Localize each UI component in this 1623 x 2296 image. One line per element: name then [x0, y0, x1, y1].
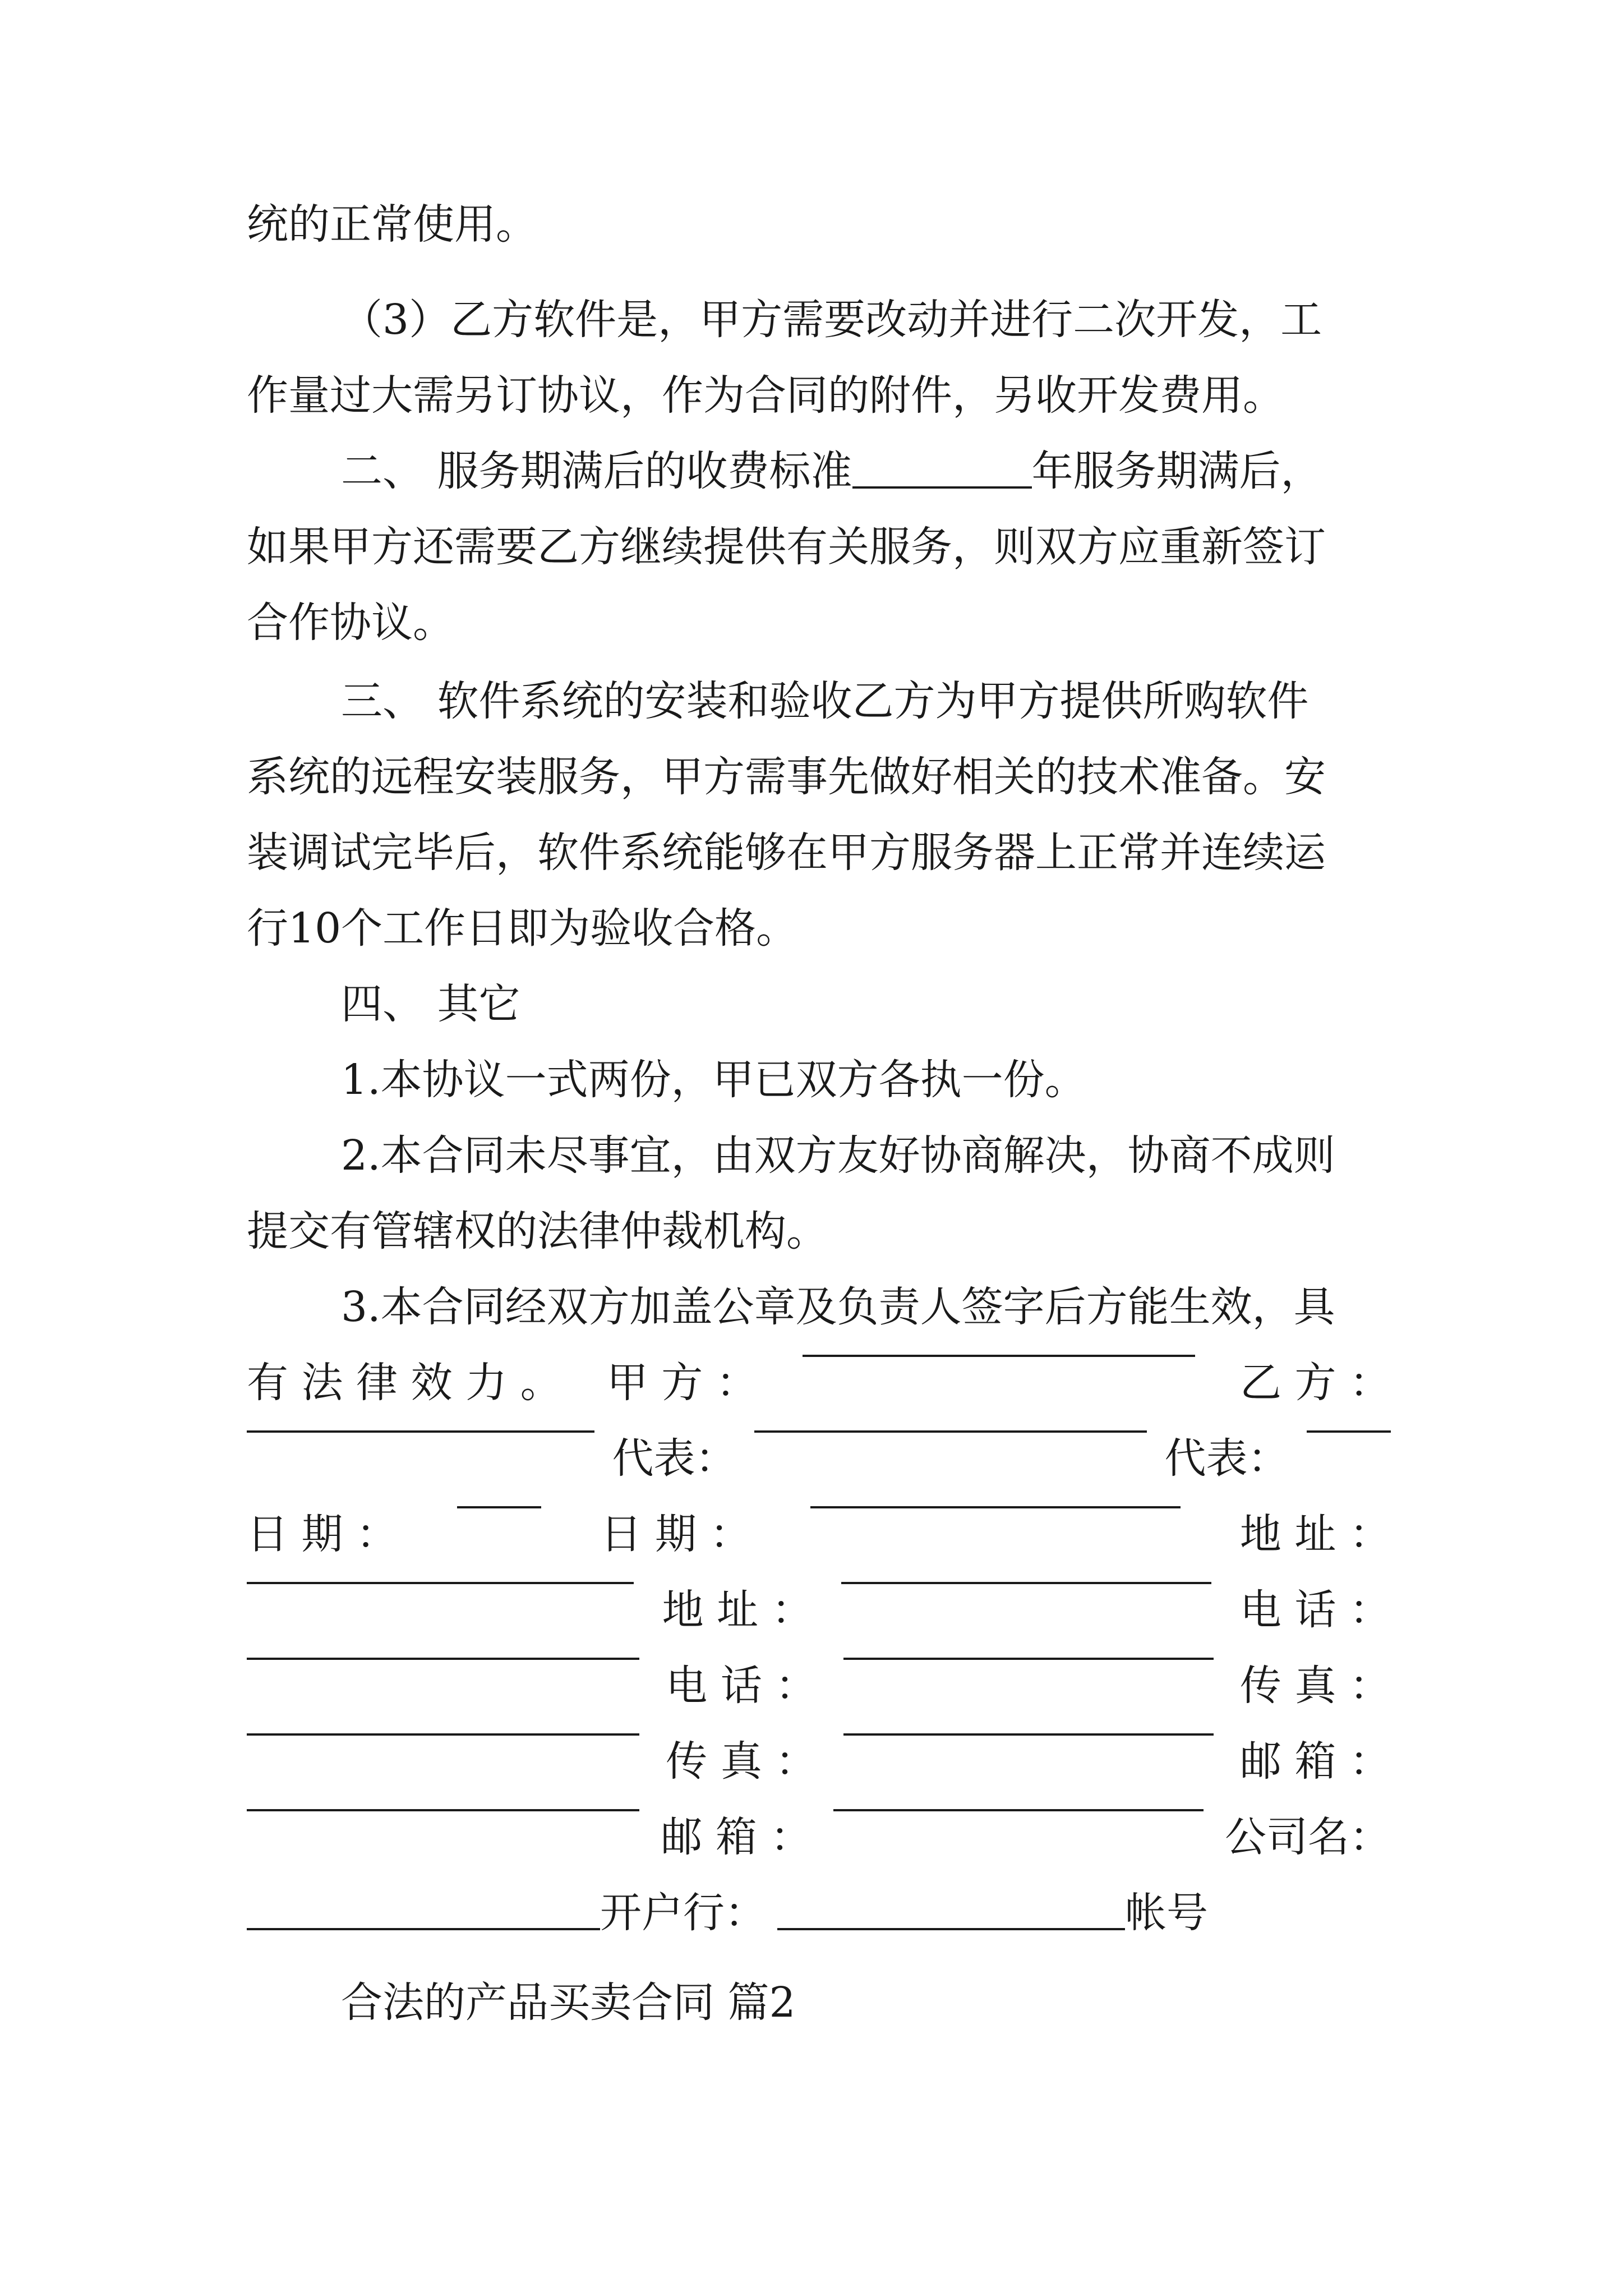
signature-row-3: [247, 1506, 1391, 1562]
phone-label-a: 电 话 ：: [1239, 1586, 1391, 1634]
legal-effect-text: 有 法 律 效 力 。: [247, 1359, 562, 1407]
bank-blank: [777, 1928, 1125, 1930]
text-line: 提交有管辖权的法律仲裁机构。: [247, 1207, 828, 1255]
fee-standard-blank: [852, 486, 1032, 489]
email-a-blank: [247, 1809, 639, 1811]
email-label-a: 邮 箱 ：: [1239, 1737, 1391, 1786]
fax-a-blank: [247, 1733, 639, 1736]
party-b-label: 乙 方 ：: [1239, 1359, 1391, 1407]
phone-a-blank: [247, 1658, 639, 1660]
date-a-blank: [457, 1506, 541, 1508]
text-line: 3.本合同经双方加盖公章及负责人签字后方能生效，具: [341, 1283, 1335, 1331]
signature-row-6: [247, 1733, 1391, 1789]
address-a-blank: [247, 1582, 634, 1584]
rep-label-a: 代表：: [612, 1434, 737, 1483]
text-line: 如果甲方还需要乙方继续提供有关服务，则双方应重新签订: [247, 523, 1326, 571]
text-line: （3）乙方软件是，甲方需要改动并进行二次开发，工: [341, 296, 1322, 344]
signature-row-4: [247, 1582, 1391, 1638]
date-b-blank: [810, 1506, 1181, 1508]
section-4-heading: 四、 其它: [341, 980, 520, 1028]
account-label: 帐号: [1125, 1889, 1208, 1937]
signature-row-1: [247, 1355, 1391, 1411]
party-b-blank: [247, 1430, 594, 1433]
signature-row-5: [247, 1658, 1391, 1714]
phone-b-blank: [843, 1658, 1214, 1660]
fax-label-a: 传 真 ：: [1239, 1662, 1391, 1710]
text-line: 合作协议。: [247, 599, 454, 647]
rep-b-blank: [1307, 1430, 1391, 1433]
date-label-a: 日 期 ：: [247, 1510, 398, 1558]
text-line: 统的正常使用。: [247, 200, 537, 249]
bank-label: 开户行：: [600, 1889, 766, 1937]
party-a-label: 甲 方 ：: [606, 1359, 758, 1407]
text-line: 系统的远程安装服务，甲方需事先做好相关的技术准备。安: [247, 753, 1326, 801]
section-2-heading: 二、 服务期满后的收费标准: [341, 447, 852, 495]
rep-label-b: 代表：: [1164, 1434, 1289, 1483]
email-label-b: 邮 箱 ：: [661, 1813, 812, 1861]
section-3-heading-line: 三、 软件系统的安装和验收乙方为甲方提供所购软件: [341, 677, 1309, 725]
address-b-blank: [841, 1582, 1211, 1584]
fax-label-b: 传 真 ：: [666, 1737, 817, 1786]
fax-b-blank: [843, 1733, 1214, 1736]
text-line: 装调试完毕后，软件系统能够在甲方服务器上正常并连续运: [247, 829, 1326, 877]
section-2-text: 年服务期满后，: [1031, 447, 1322, 495]
signature-row-8: [247, 1885, 1391, 1941]
party-a-blank: [803, 1355, 1195, 1357]
section-2-heading-line: [341, 443, 1391, 499]
text-line: 1.本协议一式两份，甲已双方各执一份。: [341, 1056, 1086, 1104]
text-line: 作量过大需另订协议，作为合同的附件，另收开发费用。: [247, 371, 1284, 420]
signature-row-2: [247, 1430, 1391, 1487]
company-blank: [247, 1928, 600, 1930]
address-label-b: 地 址 ：: [662, 1586, 813, 1634]
email-b-blank: [833, 1809, 1204, 1811]
phone-label-b: 电 话 ：: [666, 1662, 817, 1710]
signature-row-7: [247, 1809, 1391, 1865]
text-line: 行10个工作日即为验收合格。: [247, 904, 798, 953]
address-label-a: 地 址 ：: [1239, 1510, 1391, 1558]
text-line: 2.本合同未尽事宜，由双方友好协商解决，协商不成则: [341, 1131, 1335, 1180]
date-label-b: 日 期 ：: [600, 1510, 751, 1558]
next-section-title: 合法的产品买卖合同 篇2: [341, 1978, 796, 2027]
company-label: 公司名：: [1224, 1813, 1391, 1861]
rep-a-blank: [754, 1430, 1147, 1433]
